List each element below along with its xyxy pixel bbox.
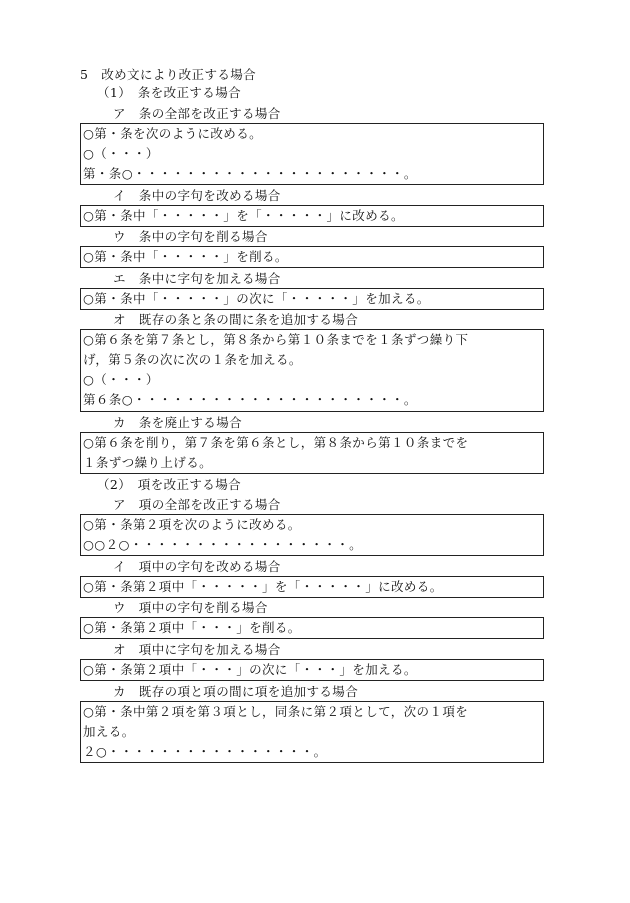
example-line: ○第・条を次のように改める。 xyxy=(83,126,263,141)
example-box xyxy=(80,659,544,681)
example-box xyxy=(80,576,544,598)
example-line: ○第・条中「・・・・・」の次に「・・・・・」を加える。 xyxy=(83,291,430,306)
item-label: ア 条の全部を改正する場合 xyxy=(113,106,281,121)
item-label: イ 項中の字句を改める場合 xyxy=(113,559,281,574)
item-label: カ 既存の項と項の間に項を追加する場合 xyxy=(113,684,359,699)
example-line: ○第・条中第２項を第３項とし，同条に第２項として，次の１項を xyxy=(83,704,469,719)
item-label: ウ 項中の字句を削る場合 xyxy=(113,600,268,615)
example-box xyxy=(80,246,544,268)
item-label: カ 条を廃止する場合 xyxy=(113,415,243,430)
example-line: ○第・条第２項中「・・・・・」を「・・・・・」に改める。 xyxy=(83,579,443,594)
example-line: 加える。 xyxy=(83,724,135,739)
example-line: ○第・条中「・・・・・」を「・・・・・」に改める。 xyxy=(83,208,404,223)
example-line: １条ずつ繰り上げる。 xyxy=(83,455,213,470)
item-label: ウ 条中の字句を削る場合 xyxy=(113,229,268,244)
item-label: オ 項中に字句を加える場合 xyxy=(113,642,281,657)
subsection-heading-2: （2） 項を改正する場合 xyxy=(97,477,242,492)
subsection-heading-1: （1） 条を改正する場合 xyxy=(97,85,242,100)
item-label: オ 既存の条と条の間に条を追加する場合 xyxy=(113,312,359,327)
example-box xyxy=(80,701,544,763)
example-line: 第・条○・・・・・・・・・・・・・・・・・・・・・。 xyxy=(83,166,417,181)
example-box xyxy=(80,123,544,185)
example-line: 第６条○・・・・・・・・・・・・・・・・・・・・・。 xyxy=(83,392,417,407)
item-label: ア 項の全部を改正する場合 xyxy=(113,497,281,512)
example-line: ○第・条中「・・・・・」を削る。 xyxy=(83,249,288,264)
item-label: エ 条中に字句を加える場合 xyxy=(113,271,281,286)
example-line: ○第・条第２項を次のように改める。 xyxy=(83,517,301,532)
example-line: ○（・・・） xyxy=(83,146,159,161)
example-line: げ，第５条の次に次の１条を加える。 xyxy=(83,352,302,367)
example-line: ○第・条第２項中「・・・」の次に「・・・」を加える。 xyxy=(83,662,417,677)
example-line: ○第６条を削り，第７条を第６条とし，第８条から第１０条までを xyxy=(83,435,469,450)
item-label: イ 条中の字句を改める場合 xyxy=(113,188,281,203)
example-box xyxy=(80,514,544,556)
example-box xyxy=(80,432,544,474)
example-line: ○第・条第２項中「・・・」を削る。 xyxy=(83,620,301,635)
example-box xyxy=(80,288,544,310)
section-title: 5 改め文により改正する場合 xyxy=(80,67,257,82)
example-line: ○第６条を第７条とし，第８条から第１０条までを１条ずつ繰り下 xyxy=(83,332,469,347)
example-box xyxy=(80,205,544,227)
example-line: ２○・・・・・・・・・・・・・・・・。 xyxy=(83,744,327,759)
example-line: ○○２○・・・・・・・・・・・・・・・・・。 xyxy=(83,537,363,552)
example-line: ○（・・・） xyxy=(83,372,159,387)
example-box xyxy=(80,617,544,639)
example-box xyxy=(80,329,544,412)
